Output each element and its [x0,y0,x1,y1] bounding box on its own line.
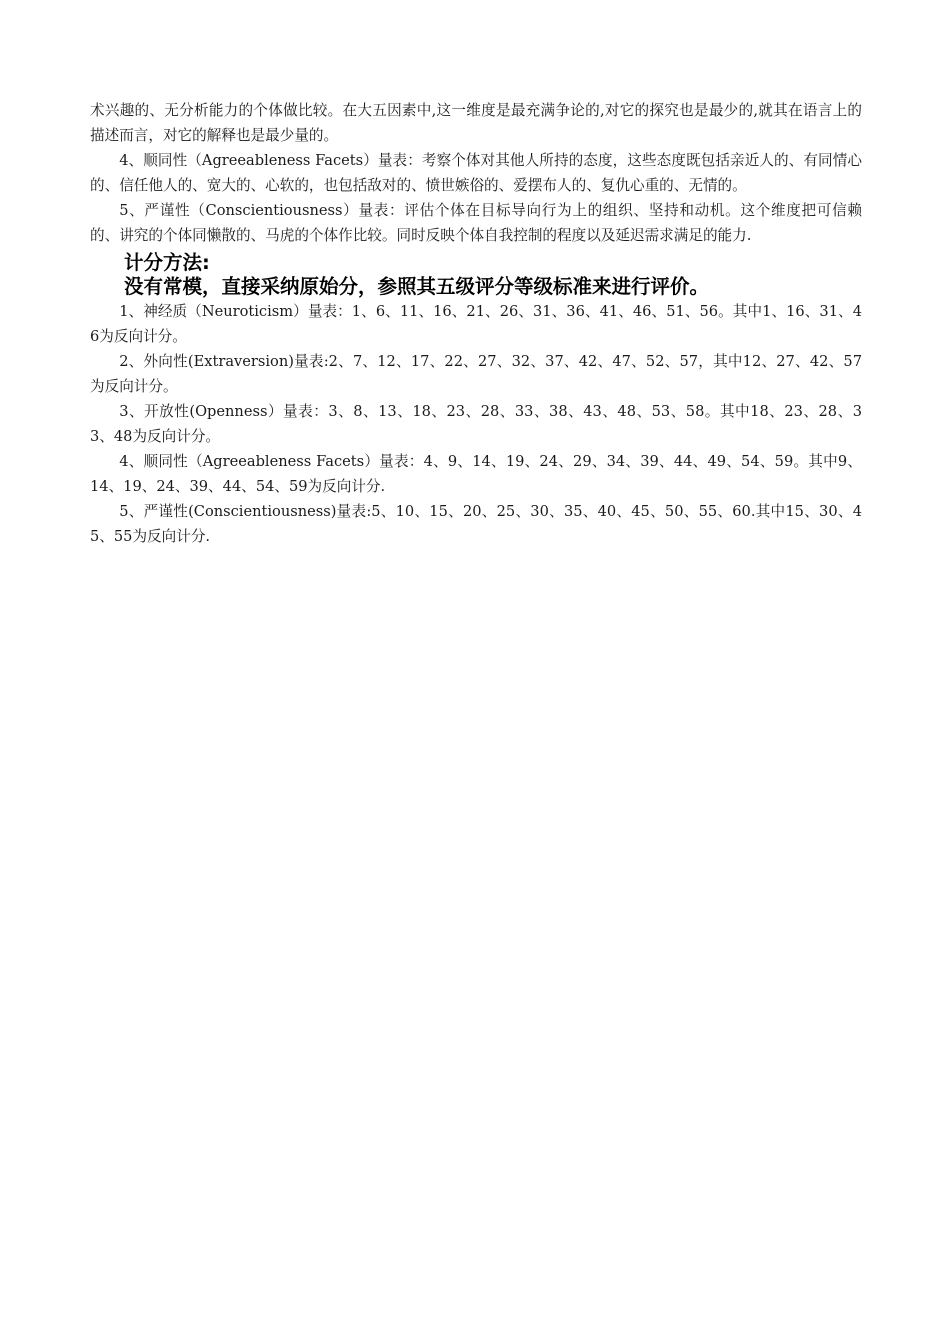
document-page [90,98,862,549]
paragraph-openness-continuation: 术兴趣的、无分析能力的个体做比较。在大五因素中,这一维度是最充满争论的,对它的探究也是最少的,就其在语言上的描述而言，对它的解释也是最少量的。 [90,102,862,144]
scoring-item-extraversion: 2、外向性(Extraversion)量表:2、7、12、17、22、27、32、37、42、47、52、57，其中12、27、42、57为反向计分。 [90,353,862,395]
scoring-method-title: 计分方法: [124,251,210,274]
scoring-item-conscientiousness: 5、严谨性(Conscientiousness)量表:5、10、15、20、25、30、35、40、45、50、55、60.其中15、30、45、55为反向计分. [90,503,862,545]
paragraph-agreeableness-description: 4、顺同性（Agreeableness Facets）量表：考察个体对其他人所持的态度，这些态度既包括亲近人的、有同情心的、信任他人的、宽大的、心软的，也包括敌对的、愤世嫉俗的、爱摆布人的、复仇心重的、无情的。 [90,152,862,194]
scoring-item-neuroticism: 1、神经质（Neuroticism）量表：1、6、11、16、21、26、31、36、41、46、51、56。其中1、16、31、46为反向计分。 [90,303,862,345]
scoring-item-openness: 3、开放性(Openness）量表：3、8、13、18、23、28、33、38、43、48、53、58。其中18、23、28、33、48为反向计分。 [90,403,862,445]
scoring-item-agreeableness: 4、顺同性（Agreeableness Facets）量表：4、9、14、19、24、29、34、39、44、49、54、59。其中9、14、19、24、39、44、54、59为反向计分. [90,453,862,495]
paragraph-conscientiousness-description: 5、严谨性（Conscientiousness）量表：评估个体在目标导向行为上的组织、坚持和动机。这个维度把可信赖的、讲究的个体同懒散的、马虎的个体作比较。同时反映个体自我控制的程度以及延迟需求满足的能力. [90,202,862,244]
scoring-method-subtitle: 没有常模，直接采纳原始分，参照其五级评分等级标准来进行评价。 [124,275,710,298]
